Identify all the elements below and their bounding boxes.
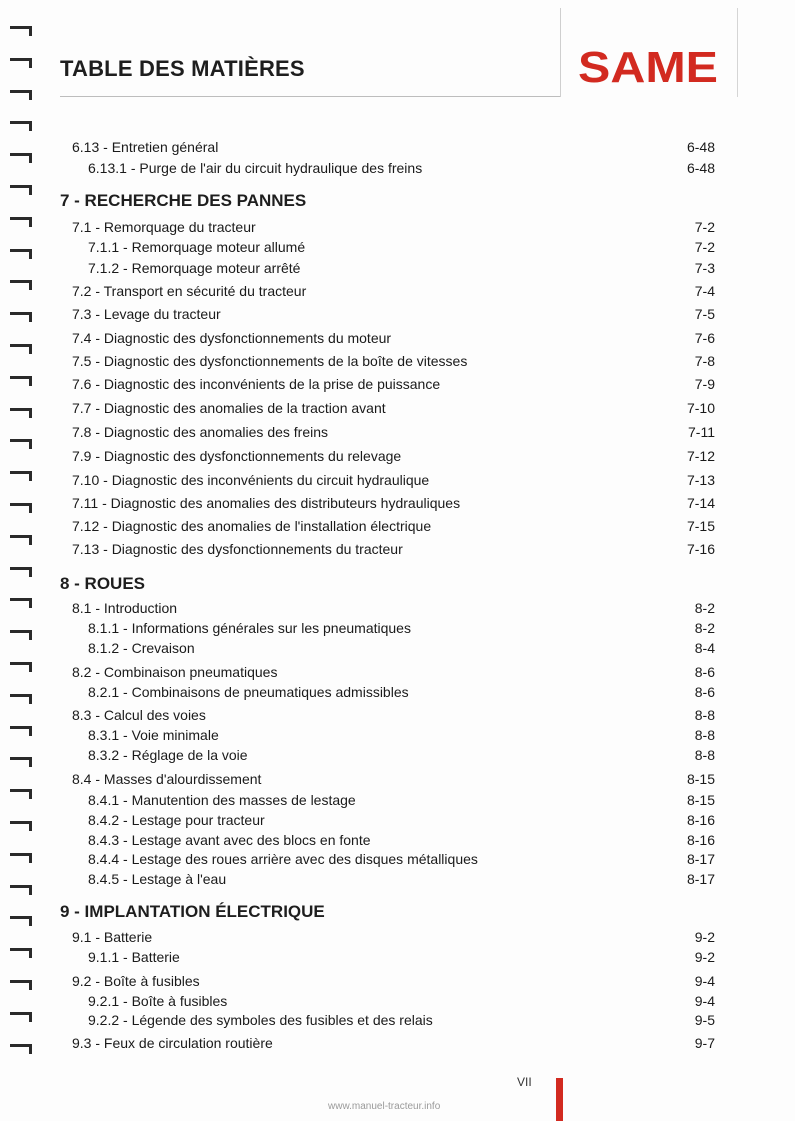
toc-entry-page: 6-48 [686,160,715,176]
toc-entry-label: 8.1.1 - Informations générales sur les pneumatiques [88,620,411,636]
toc-entry-page: 9-4 [694,993,715,1009]
toc-entry-page: 9-2 [694,929,715,945]
toc-entry-page: 7-2 [694,239,715,255]
toc-entry-page: 7-4 [694,283,715,299]
toc-entry[interactable] [0,446,795,466]
toc-entry-page: 7-6 [694,330,715,346]
toc-entry[interactable] [0,705,795,725]
toc-entry-label: 8.3.2 - Réglage de la voie [88,747,248,763]
section-heading: 7 - RECHERCHE DES PANNES [60,191,307,210]
toc-entry[interactable] [0,237,795,257]
toc-entry-page: 7-14 [686,495,715,511]
toc-entry-label: 8.2.1 - Combinaisons de pneumatiques admissibles [88,684,409,700]
binding-hole-icon [10,90,32,100]
toc-entry-page: 7-12 [686,448,715,464]
toc-entry[interactable] [0,662,795,682]
toc-entry-page: 8-2 [694,620,715,636]
footer-url: www.manuel-tracteur.info [328,1101,441,1112]
toc-entry[interactable] [0,137,795,157]
toc-entry-page: 9-4 [694,973,715,989]
toc-entry[interactable] [0,638,795,658]
toc-entry-label: 7.12 - Diagnostic des anomalies de l'installation électrique [72,518,432,534]
toc-entry-label: 8.3 - Calcul des voies [72,707,206,723]
toc-entry-label: 6.13.1 - Purge de l'air du circuit hydraulique des freins [88,160,423,176]
header-divider [60,96,560,97]
toc-entry[interactable] [0,849,795,869]
toc-entry-page: 8-8 [694,707,715,723]
toc-entry[interactable] [0,991,795,1011]
toc-entry[interactable] [0,1010,795,1030]
binding-hole-icon [10,916,32,926]
toc-entry-page: 8-16 [686,812,715,828]
toc-entry[interactable] [0,304,795,324]
toc-entry[interactable] [0,971,795,991]
toc-entry-label: 8.2 - Combinaison pneumatiques [72,664,278,680]
toc-entry[interactable] [0,725,795,745]
binding-hole-icon [10,567,32,577]
toc-entry[interactable] [0,869,795,889]
toc-entry-page: 8-6 [694,684,715,700]
toc-entry-page: 8-8 [694,747,715,763]
toc-entry-label: 7.2 - Transport en sécurité du tracteur [72,283,307,299]
toc-entry[interactable] [0,927,795,947]
toc-entry-label: 7.1 - Remorquage du tracteur [72,219,256,235]
section-heading: 8 - ROUES [60,574,146,593]
toc-entry[interactable] [0,374,795,394]
toc-entry-page: 8-15 [686,792,715,808]
toc-entry-page: 7-10 [686,400,715,416]
binding-hole-icon [10,26,32,36]
toc-entry-page: 9-2 [694,949,715,965]
toc-entry[interactable] [0,539,795,559]
toc-entry[interactable] [0,281,795,301]
toc-entry-label: 9.1 - Batterie [72,929,153,945]
toc-entry-label: 9.2.1 - Boîte à fusibles [88,993,228,1009]
toc-entry-label: 8.1 - Introduction [72,600,178,616]
toc-entry-page: 8-8 [694,727,715,743]
binding-hole-icon [10,185,32,195]
toc-entry-label: 8.4.4 - Lestage des roues arrière avec des disques métalliques [88,851,478,867]
toc-entry[interactable] [0,790,795,810]
section-heading: 9 - IMPLANTATION ÉLECTRIQUE [60,902,325,921]
toc-entry-label: 8.1.2 - Crevaison [88,640,195,656]
header-vertical-divider-right [737,8,738,97]
toc-entry-page: 8-2 [694,600,715,616]
toc-entry-page: 7-16 [686,541,715,557]
toc-entry-label: 9.2 - Boîte à fusibles [72,973,200,989]
toc-entry[interactable] [0,258,795,278]
toc-entry[interactable] [0,422,795,442]
toc-entry-page: 8-17 [686,851,715,867]
toc-entry[interactable] [0,618,795,638]
toc-entry-label: 7.3 - Levage du tracteur [72,306,221,322]
toc-entry[interactable] [0,682,795,702]
toc-entry-label: 7.7 - Diagnostic des anomalies de la traction avant [72,400,386,416]
toc-entry-page: 8-17 [686,871,715,887]
toc-entry[interactable] [0,769,795,789]
toc-entry-page: 7-2 [694,219,715,235]
toc-entry[interactable] [0,398,795,418]
page-number: VII [517,1075,532,1089]
red-accent-bar [556,1078,563,1121]
toc-entry[interactable] [0,810,795,830]
toc-entry-page: 7-15 [686,518,715,534]
toc-entry-label: 8.4.2 - Lestage pour tracteur [88,812,265,828]
toc-entry-label: 7.13 - Diagnostic des dysfonctionnements du tracteur [72,541,403,557]
toc-entry[interactable] [0,351,795,371]
toc-entry-label: 7.1.1 - Remorquage moteur allumé [88,239,306,255]
toc-entry-label: 7.8 - Diagnostic des anomalies des freins [72,424,329,440]
toc-entry-label: 7.5 - Diagnostic des dysfonctionnements de la boîte de vitesses [72,353,468,369]
toc-entry-label: 7.11 - Diagnostic des anomalies des distributeurs hydrauliques [72,495,461,511]
toc-entry[interactable] [0,470,795,490]
toc-entry-label: 9.1.1 - Batterie [88,949,180,965]
toc-entry-page: 7-5 [694,306,715,322]
toc-entry[interactable] [0,830,795,850]
binding-hole-icon [10,58,32,68]
logo-text: SAME [578,44,718,90]
toc-entry-label: 7.10 - Diagnostic des inconvénients du circuit hydraulique [72,472,430,488]
toc-entry-page: 7-13 [686,472,715,488]
toc-entry-page: 9-7 [694,1035,715,1051]
toc-entry-page: 8-16 [686,832,715,848]
toc-entry-label: 6.13 - Entretien général [72,139,219,155]
toc-entry-page: 8-6 [694,664,715,680]
toc-entry[interactable] [0,598,795,618]
toc-entry-page: 7-8 [694,353,715,369]
toc-entry[interactable] [0,516,795,536]
toc-entry-label: 7.4 - Diagnostic des dysfonctionnements du moteur [72,330,392,346]
toc-entry[interactable] [0,1033,795,1053]
toc-entry[interactable] [0,158,795,178]
toc-entry-label: 7.1.2 - Remorquage moteur arrêté [88,260,301,276]
toc-entry-label: 7.9 - Diagnostic des dysfonctionnements du relevage [72,448,402,464]
toc-entry[interactable] [0,947,795,967]
toc-entry[interactable] [0,328,795,348]
toc-entry[interactable] [0,493,795,513]
toc-entry-label: 8.4 - Masses d'alourdissement [72,771,262,787]
toc-entry-label: 9.3 - Feux de circulation routière [72,1035,273,1051]
toc-entry-label: 8.4.3 - Lestage avant avec des blocs en fonte [88,832,371,848]
page-title: TABLE DES MATIÈRES [60,56,305,81]
toc-entry[interactable] [0,745,795,765]
toc-entry-page: 8-15 [686,771,715,787]
toc-entry-page: 7-11 [688,424,715,440]
toc-entry-label: 8.3.1 - Voie minimale [88,727,219,743]
toc-entry[interactable] [0,217,795,237]
toc-entry-page: 6-48 [686,139,715,155]
toc-entry-label: 9.2.2 - Légende des symboles des fusibles et des relais [88,1012,433,1028]
same-logo [577,44,719,90]
toc-entry-page: 7-9 [694,376,715,392]
toc-entry-page: 7-3 [694,260,715,276]
toc-entry-label: 8.4.1 - Manutention des masses de lestage [88,792,356,808]
toc-entry-label: 7.6 - Diagnostic des inconvénients de la prise de puissance [72,376,441,392]
toc-entry-page: 9-5 [694,1012,715,1028]
toc-entry-page: 8-4 [694,640,715,656]
toc-entry-label: 8.4.5 - Lestage à l'eau [88,871,227,887]
binding-hole-icon [10,121,32,131]
header-vertical-divider [560,8,561,97]
